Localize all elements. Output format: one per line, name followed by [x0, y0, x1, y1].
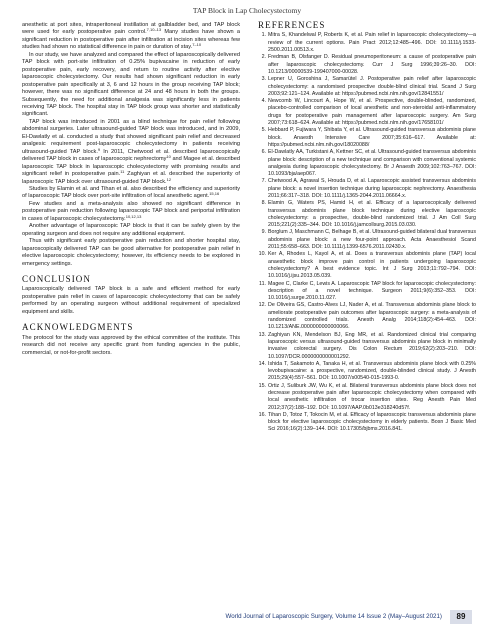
conclusion-text: Laparoscopically delivered TAP block is a safe and efficient method for early postoperative pain relief in cases of laparoscopic cholecystectomy that can be safely performed by an operating surgeon without additional requirement of specialized equipment and skills. [22, 286, 240, 315]
references-list [258, 32, 476, 433]
body-paragraph: Studies by Elamin et al. and Tihan et al. also described the efficiency and superiority of laparoscopic TAP block over port-site infiltration of local anesthetic agent.$^{15,16}$ [22, 185, 240, 200]
running-head: TAP Block in Lap Cholecystectomy [192, 6, 302, 15]
reference-item: 15. Ortiz J, Suliburk JW, Wu K, et al. Bilateral transversus abdominis plane block does not decrease postoperative pain after laparoscopic cholecystectomy when compared with local anesthetic infiltration of trocar insertion sites. Reg Anesth Pain Med 2012;37(2):188–192. DOI: 10.1097/AAP.0b013e318240d57f. [258, 382, 476, 411]
reference-item: 10. Ker A, Rhodes L, Kayol A, et al. Does a transversus abdominis plane (TAP) local anaesthetic block improve pain control in patients undergoing laparoscopic cholecystectomy? A best evidence topic. Int J Surg 2013;11:792–794. DOI: 10.1016/j.ijsu.2013.05.039. [258, 251, 476, 280]
body-paragraph: TAP block was introduced in 2001 as a blind technique for pain relief following abdominal surgeries. Later ultrasound-guided TAP block was introduced, and in 2009, El-Dawlatly et al. conducted a study that showed significant pain relief and decreased analgesic requirement post-laparoscopic cholecystectomy in patients receiving ultrasound-guided TAP block.$^9$ In 2011, Chetwood et al. described laparoscopically delivered TAP block in cases of laparoscopic nephrectomy$^{10}$ and Magee et al. described laparoscopic TAP block in laparoscopic cholecystectomy with promising results and significant relief in postoperative pain.$^{11}$ Zaghiyan et al. described the superiority of laparoscopic TAP block over ultrasound-guided TAP block.$^{12}$ [22, 118, 241, 185]
reference-item: 16. Tihan D, Totoz T, Tokocin M, et al. Efficacy of laparoscopic transversus abdominis plane block for elective laparoscopic cholecystectomy in elderly patients. Bosn J Basic Med Sci 2016;16(2):139–144. DOI: 10.17305/bjbms.2016.841. [258, 411, 476, 433]
left-column [22, 22, 240, 357]
body-paragraph: In our study, we have analyzed and compared the effect of laparoscopically delivered TAP block with port-site infiltration of 0.25% bupivacaine in reduction of early postoperative pain, early recovery, and return to routine activity after elective laparoscopic cholecystectomy. Our results had shown significant reduction in early postoperative pain specifically at 3, 6 and 12 hours in the group receiving TAP block; however, there was no significant difference at 24 and 48 hours in both the groups. Subsequently, the need for additional analgesia was significantly less in patients receiving TAP block. The hospital stay in TAP block group was shorter and statistically significant. [22, 51, 240, 118]
page-number: 89 [450, 610, 472, 624]
reference-item: 8. Elamin G, Waters PS, Hamid H, et al. Efficacy of a laparoscopically delivered transversus abdominis plane block technique during elective laparoscopic cholecystectomy: a prospective, double-blind randomized trial. J Am Coll Surg 2015;221(2):335–344. DOI: 10.1016/j.jamcollsurg.2015.03.030. [261, 200, 476, 229]
right-column [258, 22, 476, 434]
reference-item: 9. Borglum J, Maschmann C, Belhage B, et al. Ultrasound-guided bilateral dual transversus abdominis plane block: a new four-point approach. Acta Anaesthesiol Scand 2011;55:658–663. DOI: 10.1111/j.1399-6576.2011.02430.x. [261, 229, 476, 251]
body-paragraph: anesthetic at port sites, intraperitoneal instillation at gallbladder bed, and TAP block were used for early postoperative pain control.$^{7,10-13}$ Many studies have shown a significant reduction in postoperative pain after infiltration at incision sites whereas few studies had shown no statistical difference in pain or duration of stay.$^{7-10}$ [22, 22, 240, 51]
reference-item: 6. El-Dawlatly AA, Turkistani A, Kettner SC, et al. Ultrasound-guided transversus abdominis plane block: description of a new technique and comparison with conventional systemic analgesia during laparoscopic cholecystectomy. Br J Anaesth 2009;102:763–767. DOI: 10.1093/bja/aep067. [261, 149, 476, 178]
body-paragraph: Few studies and a meta-analysis also showed no significant difference in postoperative pain reduction following laparoscopic TAP block and periportal infiltration in cases of laparoscopic cholecystectomy.$^{10,12,13}$ [22, 200, 240, 222]
conclusion-heading: CONCLUSION [22, 273, 92, 284]
reference-item: 11. Magee C, Clarke C, Lewis A. Laparoscopic TAP block for laparoscopic cholecystectomy: description of a novel technique. Surgeon 2011;9(6):352–353. DOI: 10.1016/j.surge.2010.11.027. [259, 280, 476, 302]
reference-item: 14. Ishida T, Sakamoto A, Tanaka H, et al. Transversus abdominis plane block with 0.25% levobupivacaine: a prospective, randomized, double-blinded clinical study. J Anesth 2015;29(4):557–561. DOI: 10.1007/s00540-015-1993-0. [258, 360, 476, 382]
reference-item: 13. Zaghiyan KN, Mendelson BJ, Eng MR, et al. Randomized clinical trial comparing laparoscopic versus ultrasound-guided transversus abdominis plane block in minimally invasive colorectal surgery. Dis Colon Rectum 2019;62(2):203–210. DOI: 10.1097/DCR.0000000000001292. [258, 331, 476, 360]
reference-item: 5. Hebbard P, Fujiwara Y, Shibata Y, et al. Ultrasound-guided transversus abdominis plane block. Anaesth Intensive Care 2007;35:616–617. Available at: https://pubmed.ncbi.nlm.nih.gov/18020088/ [261, 127, 476, 148]
body-paragraph: Another advantage of laparoscopic TAP block is that it can be safely given by the operating surgeon and does not require any additional equipment. [22, 223, 240, 237]
acknowledgments-heading: ACKNOWLEDGMENTS [22, 322, 134, 333]
reference-item: 2. Fredman B, Olsfanger D. Residual pneumoperitoneum: a cause of postoperative pain after laparoscopic cholecystectomy. Curr J Surg 1996;39:26–30. DOI: 10.1213/00000539-199407000-00028. [261, 54, 476, 75]
acknowledgments-text: The protocol for the study was approved by the ethical committee of the institute. This research did not receive any specific grant from funding agencies in the public, commercial, or not-for-profit sectors. [22, 334, 240, 356]
reference-item: 3. Lepner U, Goroshina J, Samarütel J. Postoperative pain relief after laparoscopic cholecystectomy: a randomised prospective double-blind clinical trial. Scand J Surg 2003;92:121–124. Available at: https://pubmed.ncbi.nlm.nih.gov/12841551/ [261, 76, 476, 97]
body-paragraph: Thus with significant early postoperative pain reduction and shorter hospital stay, laparoscopically delivered TAP can be good alternative for postoperative pain relief in elective laparoscopic cholecystectomy; however, its efficiency needs to be explored in emergency settings. [22, 238, 240, 267]
reference-item: 1. Mitra S, Khandelwal P, Roberts K, et al. Pain relief in laparoscopic cholecystectomy—a review of the current options. Pain Pract 2012;12:485–496. DOI: 10.1111/j.1533-2500.2011.00513.x. [261, 32, 476, 54]
references-heading: REFERENCES [258, 20, 326, 30]
reference-item: 12. De Oliveira GS, Castro-Alves LJ, Nader A, et al. Transversus abdominis plane block to ameliorate postoperative pain outcomes after laparoscopic surgery: a meta-analysis of randomized controlled trials. Anesth Analg 2014;118(2):454–463. DOI: 10.1213/ANE.0000000000000066. [258, 302, 476, 331]
journal-citation: World Journal of Laparoscopic Surgery, Volume 14 Issue 2 (May–August 2021) [225, 613, 442, 620]
reference-item: 4. Newcomb W, Lincourt A, Hope W, et al. Prospective, double-blinded, randomized, placebo-controlled comparison of local anesthetic and non-steroidal anti-inflammatory drugs for postoperative pain management after laparoscopic surgery. Am Surg 2007;73:618–624. Available at: https://pubmed.ncbi.nlm.nih.gov/17658101/ [261, 98, 476, 127]
reference-item: 7. Chetwood A, Agrawal S, Hrouda D, et al. Laparoscopic assisted transversus abdominis plane block: a novel insertion technique during laparoscopic nephrectomy. Anaesthesia 2011;66:317–318. DOI: 10.1111/j.1365-2044.2011.06664.x. [261, 178, 476, 199]
